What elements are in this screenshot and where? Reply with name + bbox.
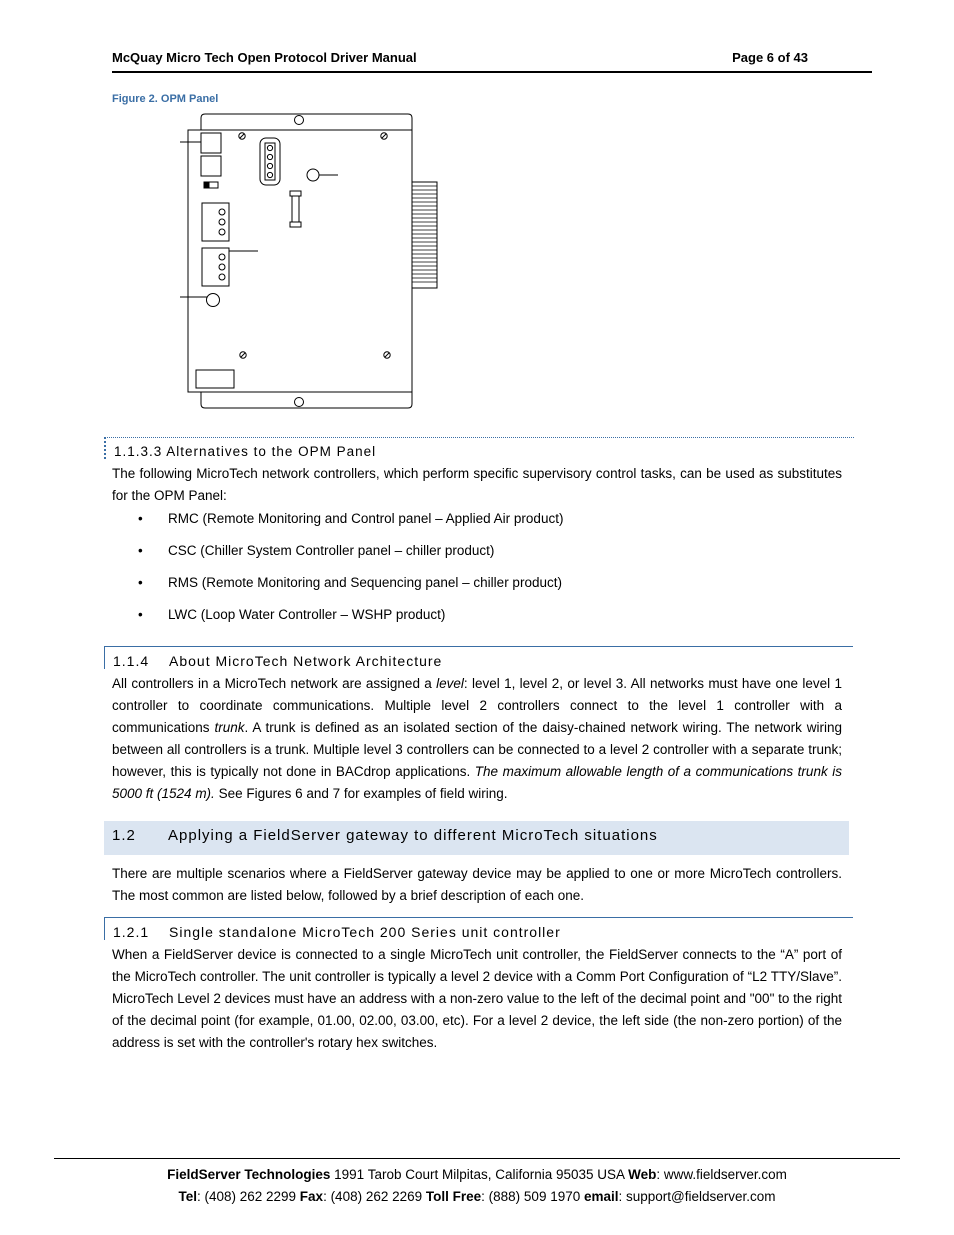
standalone-paragraph: When a FieldServer device is connected to a single MicroTech unit controller, the FieldServer connects to the “A” port of the MicroTech controller. The unit controller is typically a level 2 device with a Comm Port Configuration of “L2 TTY/Slave”. MicroTech Level 2 devices must have an address with a non-zero value to the left of the decimal point and "00" to the right of the decimal point (for example, 01.00, 02.00, 03.00, etc). For a level 2 device, the left side (the non-zero portion) of the address is set with the controller's rotary hex switches.	[112, 947, 842, 1050]
section-heading-1-1-3-3: 1.1.3.3 Alternatives to the OPM Panel	[104, 437, 854, 459]
controller-list	[138, 508, 563, 636]
section-title: About MicroTech Network Architecture	[169, 653, 443, 669]
footer-line-2: Tel: (408) 262 2299 Fax: (408) 262 2269 Toll Free: (888) 509 1970 email: support@fieldserver.com	[178, 1189, 776, 1204]
top-mounting-tab	[201, 114, 412, 130]
circuit-board	[188, 130, 412, 392]
section-heading-1-2-1	[104, 917, 853, 940]
section-heading-1-2	[104, 821, 849, 855]
footer-line-1: FieldServer Technologies 1991 Tarob Court Milpitas, California 95035 USA Web: www.fieldserver.com	[167, 1167, 787, 1182]
section-number: 1.2	[112, 827, 136, 844]
alternatives-intro: The following MicroTech network controllers, which perform specific supervisory control tasks, can be used as substitutes for the OPM Panel:	[112, 466, 842, 503]
status-led	[207, 294, 220, 307]
page-number: Page 6 of 43	[732, 50, 808, 65]
section-heading-1-1-4	[104, 646, 853, 669]
bottom-mounting-tab	[201, 392, 412, 408]
document-title: McQuay Micro Tech Open Protocol Driver Manual	[112, 50, 417, 65]
port-connector-b	[201, 156, 221, 176]
list-item: • CSC (Chiller System Controller panel – chiller product)	[138, 540, 563, 572]
screw-icon	[239, 133, 390, 358]
opm-panel-diagram	[170, 108, 445, 413]
indicator-light	[307, 169, 319, 181]
scenarios-paragraph: There are multiple scenarios where a FieldServer gateway device may be applied to one or more MicroTech controllers. The most common are listed below, followed by a brief description of each one.	[112, 866, 842, 903]
bottom-mounting-hole	[295, 398, 304, 407]
fuse	[290, 191, 301, 196]
list-item: • RMS (Remote Monitoring and Sequencing panel – chiller product)	[138, 572, 563, 604]
section-number: 1.1.4	[113, 653, 150, 669]
section-title: Applying a FieldServer gateway to different MicroTech situations	[168, 827, 658, 844]
list-item: • RMC (Remote Monitoring and Control panel – Applied Air product)	[138, 508, 563, 540]
section-number: 1.2.1	[113, 924, 150, 940]
architecture-paragraph: All controllers in a MicroTech network are assigned a level: level 1, level 2, or level 3. All networks must have one level 1 controller to coordinate communications. Multiple level 2 controllers connect to the level 1 controller with a communications trunk. A trunk is defined as an isolated section of the daisy-chained network wiring. The network wiring between all controllers is a trunk. Multiple level 3 controllers can be connected to a level 2 controller with a separate trunk; however, this is typically not done in BACdrop applications. The maximum allowable length of a communications trunk is 5000 ft (1524 m). See Figures 6 and 7 for examples of field wiring.	[112, 676, 842, 801]
port-connector-a	[201, 133, 221, 153]
figure-caption: Figure 2. OPM Panel	[112, 93, 219, 105]
page-header	[112, 50, 872, 73]
page-footer	[54, 1158, 900, 1208]
list-item: • LWC (Loop Water Controller – WSHP product)	[138, 604, 563, 636]
top-mounting-hole	[295, 116, 304, 125]
section-title: Single standalone MicroTech 200 Series unit controller	[169, 924, 561, 940]
label-box	[196, 370, 234, 388]
